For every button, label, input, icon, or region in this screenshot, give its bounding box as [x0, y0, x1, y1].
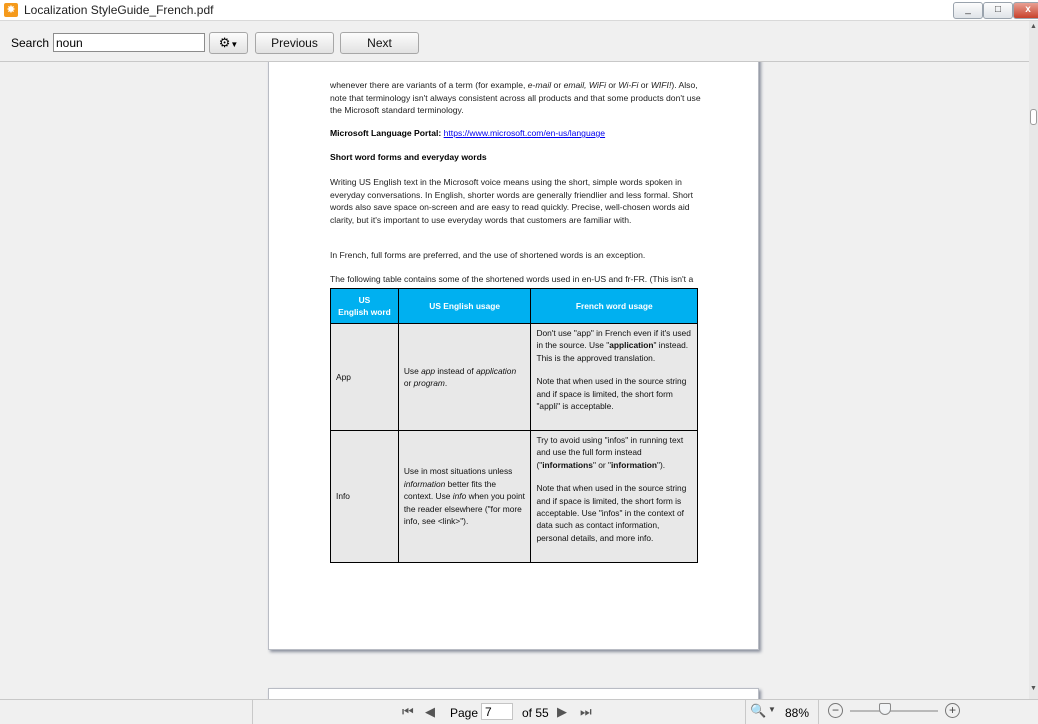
chevron-down-icon: ▼ [230, 40, 239, 49]
divider [818, 700, 819, 724]
table-header-row [331, 289, 698, 324]
zoom-slider-thumb[interactable] [879, 703, 891, 715]
pdf-page-next [268, 688, 759, 699]
search-input[interactable] [53, 33, 205, 52]
table-cell: App [331, 324, 399, 431]
portal-label: Microsoft Language Portal: [330, 128, 442, 138]
last-page-icon[interactable]: ⏭ [580, 704, 592, 719]
search-toolbar [0, 21, 1038, 62]
divider [745, 700, 746, 724]
portal-line [330, 127, 702, 140]
shortened-words-table [330, 288, 698, 563]
vertical-scrollbar[interactable] [1029, 21, 1038, 699]
scroll-up-icon[interactable]: ▲ [1030, 23, 1037, 30]
zoom-out-button[interactable]: − [828, 703, 843, 718]
first-page-icon[interactable]: ⏮ [402, 704, 414, 719]
body-paragraph: In French, full forms are preferred, and the use of shortened words is an exception. [330, 250, 646, 260]
search-label: Search [11, 36, 50, 50]
page-label: Page [450, 706, 479, 720]
divider [252, 700, 253, 724]
minimize-button[interactable]: _ [953, 2, 983, 19]
body-paragraph: Writing US English text in the Microsoft voice means using the short, simple words spoken in everyday conversations. In English, shorter words are generally friendlier and less formal. Short words also save space on-screen and are easy to read quickly. Precise, well-chosen words aid clarity, but it's important to use everyday words that customers are familiar with. [330, 177, 694, 225]
zoom-slider-track[interactable] [850, 710, 938, 712]
gear-icon: ⚙ [218, 35, 231, 50]
page-number-input[interactable] [481, 703, 513, 720]
status-bar [0, 699, 1038, 724]
title-bar [0, 0, 1038, 21]
close-button[interactable]: x [1013, 2, 1038, 19]
previous-page-icon[interactable]: ◀ [425, 704, 435, 719]
table-row [331, 431, 698, 563]
table-cell: Try to avoid using "infos" in running text and use the full form instead ("informations" or "information"). Note that when used in the source string and if space is limited, the short form is acceptable. Use "infos" in the context of data such as contact information, personal details, and more info. [531, 431, 698, 563]
table-cell: Don't use "app" in French even if it's used in the source. Use "application" instead. This is the approved translation. Note that when used in the source string and if space is limited, the short form "appli" is acceptable. [531, 324, 698, 431]
table-cell: Info [331, 431, 399, 563]
maximize-button[interactable]: □ [983, 2, 1013, 19]
window-title: Localization StyleGuide_French.pdf [24, 3, 214, 17]
body-paragraph: The following table contains some of the shortened words used in en-US and fr-FR. (This isn't a [330, 274, 694, 284]
search-options-button[interactable] [209, 32, 248, 54]
table-header: French word usage [531, 289, 698, 324]
chevron-down-icon[interactable]: ▼ [768, 705, 776, 714]
table-header: US English word [331, 289, 399, 324]
previous-button[interactable]: Previous [255, 32, 334, 54]
table-row [331, 324, 698, 431]
magnifier-icon[interactable]: 🔍 [750, 703, 767, 718]
scrollbar-thumb[interactable] [1030, 109, 1037, 125]
zoom-in-button[interactable]: + [945, 703, 960, 718]
sun-icon: ✸ [4, 3, 18, 17]
section-heading: Short word forms and everyday words [330, 152, 487, 162]
document-viewport[interactable] [0, 62, 1029, 699]
next-button[interactable]: Next [340, 32, 419, 54]
intro-paragraph: whenever there are variants of a term (for example, e-mail or email, WiFi or Wi-Fi or WIFI!). Also, note that terminology isn't always consistent across all products and that some products don't use the Microsoft standard terminology. [330, 80, 701, 115]
pdf-page [268, 62, 759, 650]
next-page-icon[interactable]: ▶ [557, 704, 567, 719]
page-total: of 55 [522, 706, 549, 720]
scroll-down-icon[interactable]: ▼ [1030, 685, 1037, 692]
table-cell: Use app instead of application or program. [398, 324, 531, 431]
zoom-value: 88% [785, 706, 810, 720]
table-cell: Use in most situations unless information better fits the context. Use info when you point the reader elsewhere ("for more info, see <link>"). [398, 431, 531, 563]
table-header: US English usage [398, 289, 531, 324]
portal-link[interactable]: https://www.microsoft.com/en-us/language [443, 128, 606, 138]
